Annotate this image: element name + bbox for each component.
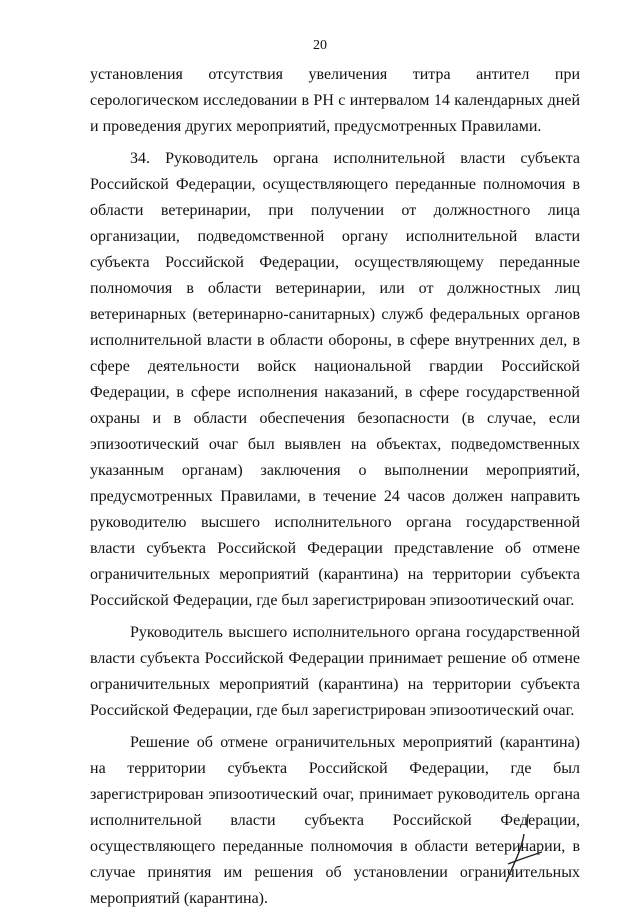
- handwritten-mark-icon: [500, 812, 560, 892]
- paragraph-continuation: установления отсутствия увеличения титра антител при серологическом исследовании в РН с интервалом 14 календарных дней и проведения других мероприятий, предусмотренных Правилами.: [90, 66, 580, 135]
- document-body: [90, 62, 580, 912]
- paragraph-item-34: 34. Руководитель органа исполнительной власти субъекта Российской Федерации, осуществляющего переданные полномочия в области ветеринарии, при получении от должностного лица организации, подведомственной органу исполнительной власти субъекта Российской Федерации, осуществляющему переданные полномочия в области ветеринарии, или от должностных лиц ветеринарных (ветеринарно-санитарных) служб федеральных органов исполнительной власти в области обороны, в сфере внутренних дел, в сфере деятельности войск национальной гвардии Российской Федерации, в сфере исполнения наказаний, в сфере государственной охраны и в области обеспечения безопасности (в случае, если эпизоотический очаг был выявлен на объектах, подведомственных указанным органам) заключения о выполнении мероприятий, предусмотренных Правилами, в течение 24 часов должен направить руководителю высшего исполнительного органа государственной власти субъекта Российской Федерации представление об отмене ограничительных мероприятий (карантина) на территории субъекта Российской Федерации, где был зарегистрирован эпизоотический очаг.: [90, 150, 580, 609]
- paragraph-decision-head: Руководитель высшего исполнительного органа государственной власти субъекта Российской Федерации принимает решение об отмене ограничительных мероприятий (карантина) на территории субъекта Российской Федерации, где был зарегистрирован эпизоотический очаг.: [90, 624, 580, 719]
- paragraph-decision-authority: Решение об отмене ограничительных мероприятий (карантина) на территории субъекта Российской Федерации, где был зарегистрирован эпизоотический очаг, принимает руководитель органа исполнительной власти субъекта Российской Федерации, осуществляющего переданные полномочия в области ветеринарии, в случае принятия им решения об установлении ограничительных мероприятий (карантина).: [90, 734, 580, 907]
- page-number: 20: [313, 38, 327, 53]
